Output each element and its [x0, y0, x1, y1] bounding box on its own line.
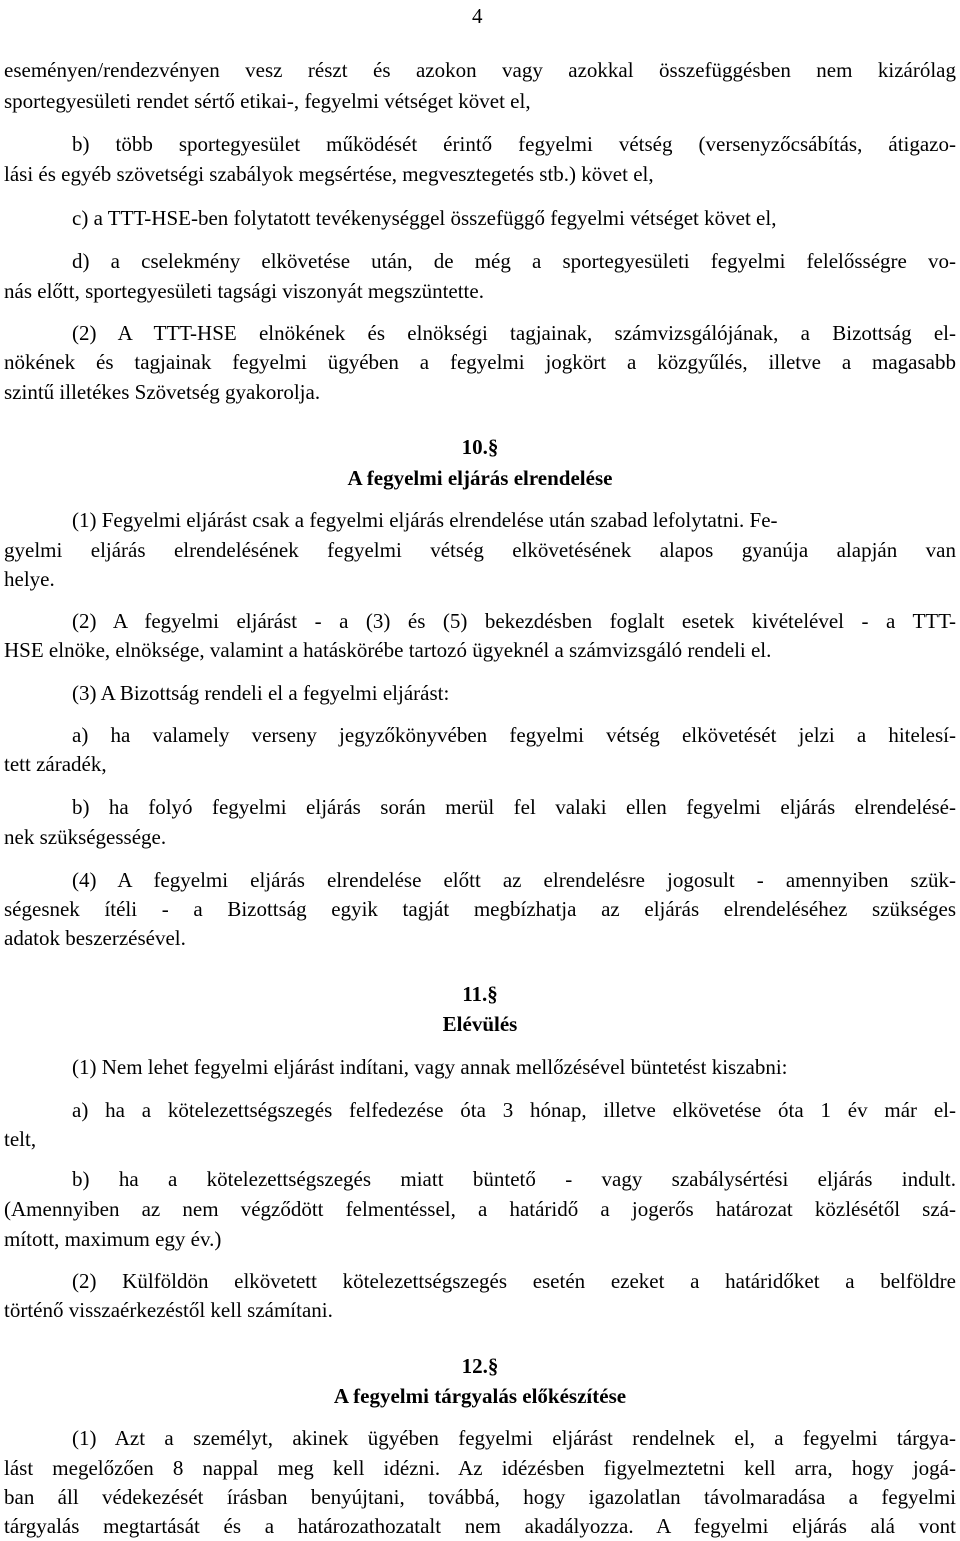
text-line: történő visszaérkezéstől kell számítani.: [4, 1298, 333, 1322]
text-line: adatok beszerzésével.: [4, 926, 186, 950]
section-title: A fegyelmi tárgyalás előkészítése: [333, 1384, 627, 1408]
text-line: (3) A Bizottság rendeli el a fegyelmi eljárást:: [72, 681, 450, 705]
text-line: helye.: [4, 567, 55, 591]
text-line: (4) A fegyelmi eljárás elrendelése előtt az elrendelésre jogosult - amennyiben szük-: [72, 868, 956, 892]
text-line: nás előtt, sportegyesületi tagsági viszonyát megszüntette.: [4, 279, 484, 303]
text-line: telt,: [4, 1127, 37, 1151]
text-line: b) ha a kötelezettségszegés miatt büntető - vagy szabálysértési eljárás indult.: [72, 1167, 956, 1191]
text-line: lási és egyéb szövetségi szabályok megsértése, megvesztegetés stb.) követ el,: [4, 162, 654, 186]
text-line: (1) Nem lehet fegyelmi eljárást indítani, vagy annak mellőzésével büntetést kiszabni:: [72, 1055, 788, 1079]
text-line: (2) Külföldön elkövetett kötelezettségszegés esetén ezeket a határidőket a belföldre: [72, 1269, 956, 1293]
text-line: HSE elnöke, elnöksége, valamint a hatáskörébe tartozó ügyeknél a számvizsgáló rendeli el.: [4, 638, 772, 662]
text-line: ségesnek ítéli - a Bizottság egyik tagját megbízhatja az eljárás elrendeléséhez szükséges: [4, 897, 956, 921]
text-line: (1) Fegyelmi eljárást csak a fegyelmi eljárás elrendelése után szabad lefolytatni. Fe-: [72, 508, 778, 532]
text-line: tett záradék,: [4, 752, 107, 776]
text-line: nek szükségessége.: [4, 825, 167, 849]
text-line: tárgyalás megtartását és a határozathozatalt nem akadályozza. A fegyelmi eljárás alá vont: [4, 1514, 956, 1538]
section-title: A fegyelmi eljárás elrendelése: [347, 466, 613, 490]
text-line: (2) A TTT-HSE elnökének és elnökségi tagjainak, számvizsgálójának, a Bizottság el-: [72, 321, 956, 345]
page-number: 4: [472, 4, 483, 28]
text-line: a) ha a kötelezettségszegés felfedezése óta 3 hónap, illetve elkövetése óta 1 év már el-: [72, 1098, 956, 1122]
text-line: nökének és tagjainak fegyelmi ügyében a fegyelmi jogkört a közgyűlés, illetve a magasabb: [4, 350, 956, 374]
text-line: d) a cselekmény elkövetése után, de még a sportegyesületi fegyelmi felelősségre vo-: [72, 249, 956, 273]
text-line: (1) Azt a személyt, akinek ügyében fegyelmi eljárást rendelnek el, a fegyelmi tárgya-: [72, 1426, 956, 1450]
text-line: (Amennyiben az nem végződött felmentéssel, a határidő a jogerős határozat közlésétől szá-: [4, 1197, 956, 1221]
section-number: 12.§: [461, 1354, 499, 1378]
text-line: eseményen/rendezvényen vesz részt és azokon vagy azokkal összefüggésben nem kizárólag: [4, 58, 956, 82]
text-line: b) több sportegyesület működését érintő fegyelmi vétség (versenyzőcsábítás, átigazo-: [72, 132, 956, 156]
text-line: ban áll védekezését írásban benyújtani, továbbá, hogy igazolatlan távolmaradása a fegyelmi: [4, 1485, 956, 1509]
text-line: c) a TTT-HSE-ben folytatott tevékenységgel összefüggő fegyelmi vétséget követ el,: [72, 206, 777, 230]
text-line: gyelmi eljárás elrendelésének fegyelmi vétség elkövetésének alapos gyanúja alapján van: [4, 538, 956, 562]
text-line: a) ha valamely verseny jegyzőkönyvében fegyelmi vétség elkövetését jelzi a hitelesí-: [72, 723, 956, 747]
text-line: (2) A fegyelmi eljárást - a (3) és (5) bekezdésben foglalt esetek kivételével - a TTT-: [72, 609, 956, 633]
text-line: sportegyesületi rendet sértő etikai-, fegyelmi vétséget követ el,: [4, 89, 531, 113]
text-line: szintű illetékes Szövetség gyakorolja.: [4, 380, 321, 404]
section-number: 10.§: [461, 435, 499, 459]
text-line: lást megelőzően 8 nappal meg kell idézni. Az idézésben figyelmeztetni kell arra, hogy jogá-: [4, 1456, 956, 1480]
section-title: Elévülés: [442, 1012, 518, 1036]
section-number: 11.§: [462, 982, 498, 1006]
text-line: mított, maximum egy év.): [4, 1227, 222, 1251]
text-line: b) ha folyó fegyelmi eljárás során merül fel valaki ellen fegyelmi eljárás elrendelésé-: [72, 795, 956, 819]
